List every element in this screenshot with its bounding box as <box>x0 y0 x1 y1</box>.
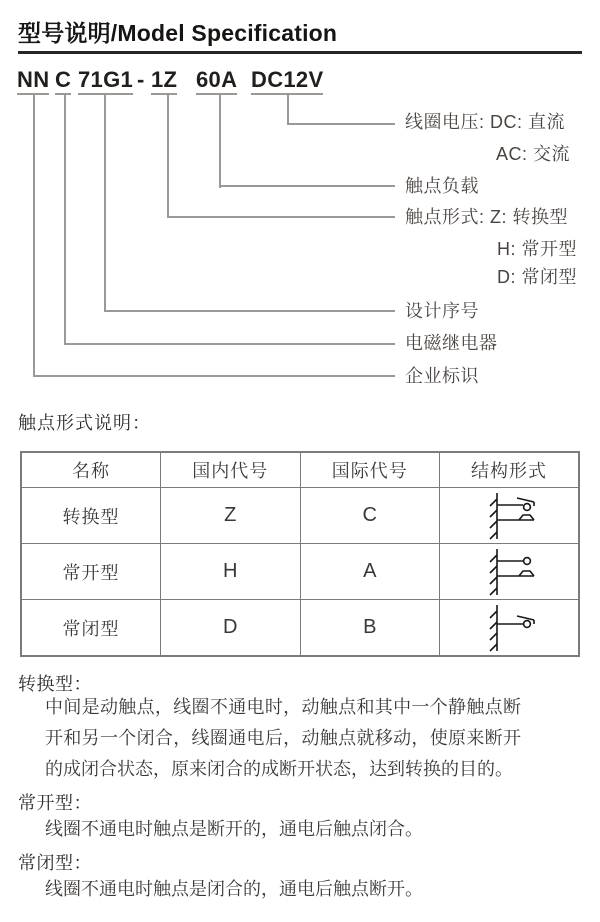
leader-branch <box>104 310 395 312</box>
annotation-design-serial: 设计序号 <box>405 301 479 321</box>
leader-branch <box>64 343 395 345</box>
leader-stem <box>104 94 106 312</box>
contact-name-cell: 转换型 <box>21 488 161 544</box>
description-body-normally-open: 线圈不通电时触点是断开的，通电后触点闭合。 <box>45 819 423 839</box>
domestic-code-cell: Z <box>161 488 301 544</box>
contact-name-cell: 常闭型 <box>21 600 161 657</box>
table-row-normally-closed <box>21 600 579 657</box>
contact-form-section-title: 触点形式说明： <box>18 413 151 433</box>
annotation-contact-load: 触点负载 <box>405 176 479 196</box>
annotation-coil-voltage-ac: AC: 交流 <box>496 144 571 164</box>
leader-stem <box>167 94 169 218</box>
table-row-changeover <box>21 488 579 544</box>
model-segment-hyphen: - <box>137 67 145 92</box>
international-code-cell: C <box>300 488 440 544</box>
description-heading-normally-open: 常开型： <box>18 793 92 813</box>
structure-cell <box>440 544 580 600</box>
leader-stem <box>33 94 35 377</box>
annotation-electromagnetic-relay: 电磁继电器 <box>405 333 498 353</box>
normally-open-contact-icon <box>481 547 537 597</box>
header-cell-domestic-code: 国内代号 <box>161 452 301 488</box>
header-cell-name: 名称 <box>21 452 161 488</box>
description-body-normally-closed: 线圈不通电时触点是闭合的，通电后触点断开。 <box>45 879 423 899</box>
international-code-cell: A <box>300 544 440 600</box>
leader-branch <box>33 375 395 377</box>
header-cell-international-code: 国际代号 <box>300 452 440 488</box>
annotation-contact-form: 触点形式: Z: 转换型 <box>405 207 568 227</box>
model-segment-coil-voltage: DC12V <box>251 69 323 95</box>
normally-closed-contact-icon <box>481 603 537 653</box>
model-segment-brand: NN <box>17 69 49 95</box>
annotation-contact-form-d: D: 常闭型 <box>497 267 578 287</box>
annotation-enterprise-mark: 企业标识 <box>405 366 479 386</box>
description-heading-normally-closed: 常闭型： <box>18 853 92 873</box>
leader-branch <box>219 185 395 187</box>
structure-cell <box>440 488 580 544</box>
changeover-contact-icon <box>481 491 537 541</box>
annotation-contact-form-h: H: 常开型 <box>497 239 578 259</box>
model-segment-contact-form: 1Z <box>151 69 177 95</box>
leader-stem <box>219 94 221 188</box>
domestic-code-cell: D <box>161 600 301 657</box>
leader-branch <box>167 216 395 218</box>
leader-branch <box>287 123 395 125</box>
contact-name-cell: 常开型 <box>21 544 161 600</box>
header-cell-structure: 结构形式 <box>440 452 580 488</box>
domestic-code-cell: H <box>161 544 301 600</box>
title-rule <box>18 51 582 54</box>
annotation-coil-voltage: 线圈电压: DC: 直流 <box>405 112 566 132</box>
model-segment-relay: C <box>55 69 71 95</box>
model-segment-contact-load: 60A <box>196 69 237 95</box>
leader-stem <box>287 94 289 125</box>
leader-stem <box>64 94 66 345</box>
contact-form-table <box>20 451 580 657</box>
table-row-normally-open <box>21 544 579 600</box>
structure-cell <box>440 600 580 657</box>
page-title: 型号说明/Model Specification <box>18 20 338 46</box>
model-segment-series: 71G1 <box>78 69 133 95</box>
table-header-row <box>21 452 579 488</box>
description-heading-changeover: 转换型： <box>18 674 92 694</box>
description-body-changeover: 中间是动触点，线圈不通电时，动触点和其中一个静触点断开和另一个闭合，线圈通电后，动触点就移动，使原来断开的成闭合状态，原来闭合的成断开状态，达到转换的目的。 <box>45 697 521 779</box>
international-code-cell: B <box>300 600 440 657</box>
